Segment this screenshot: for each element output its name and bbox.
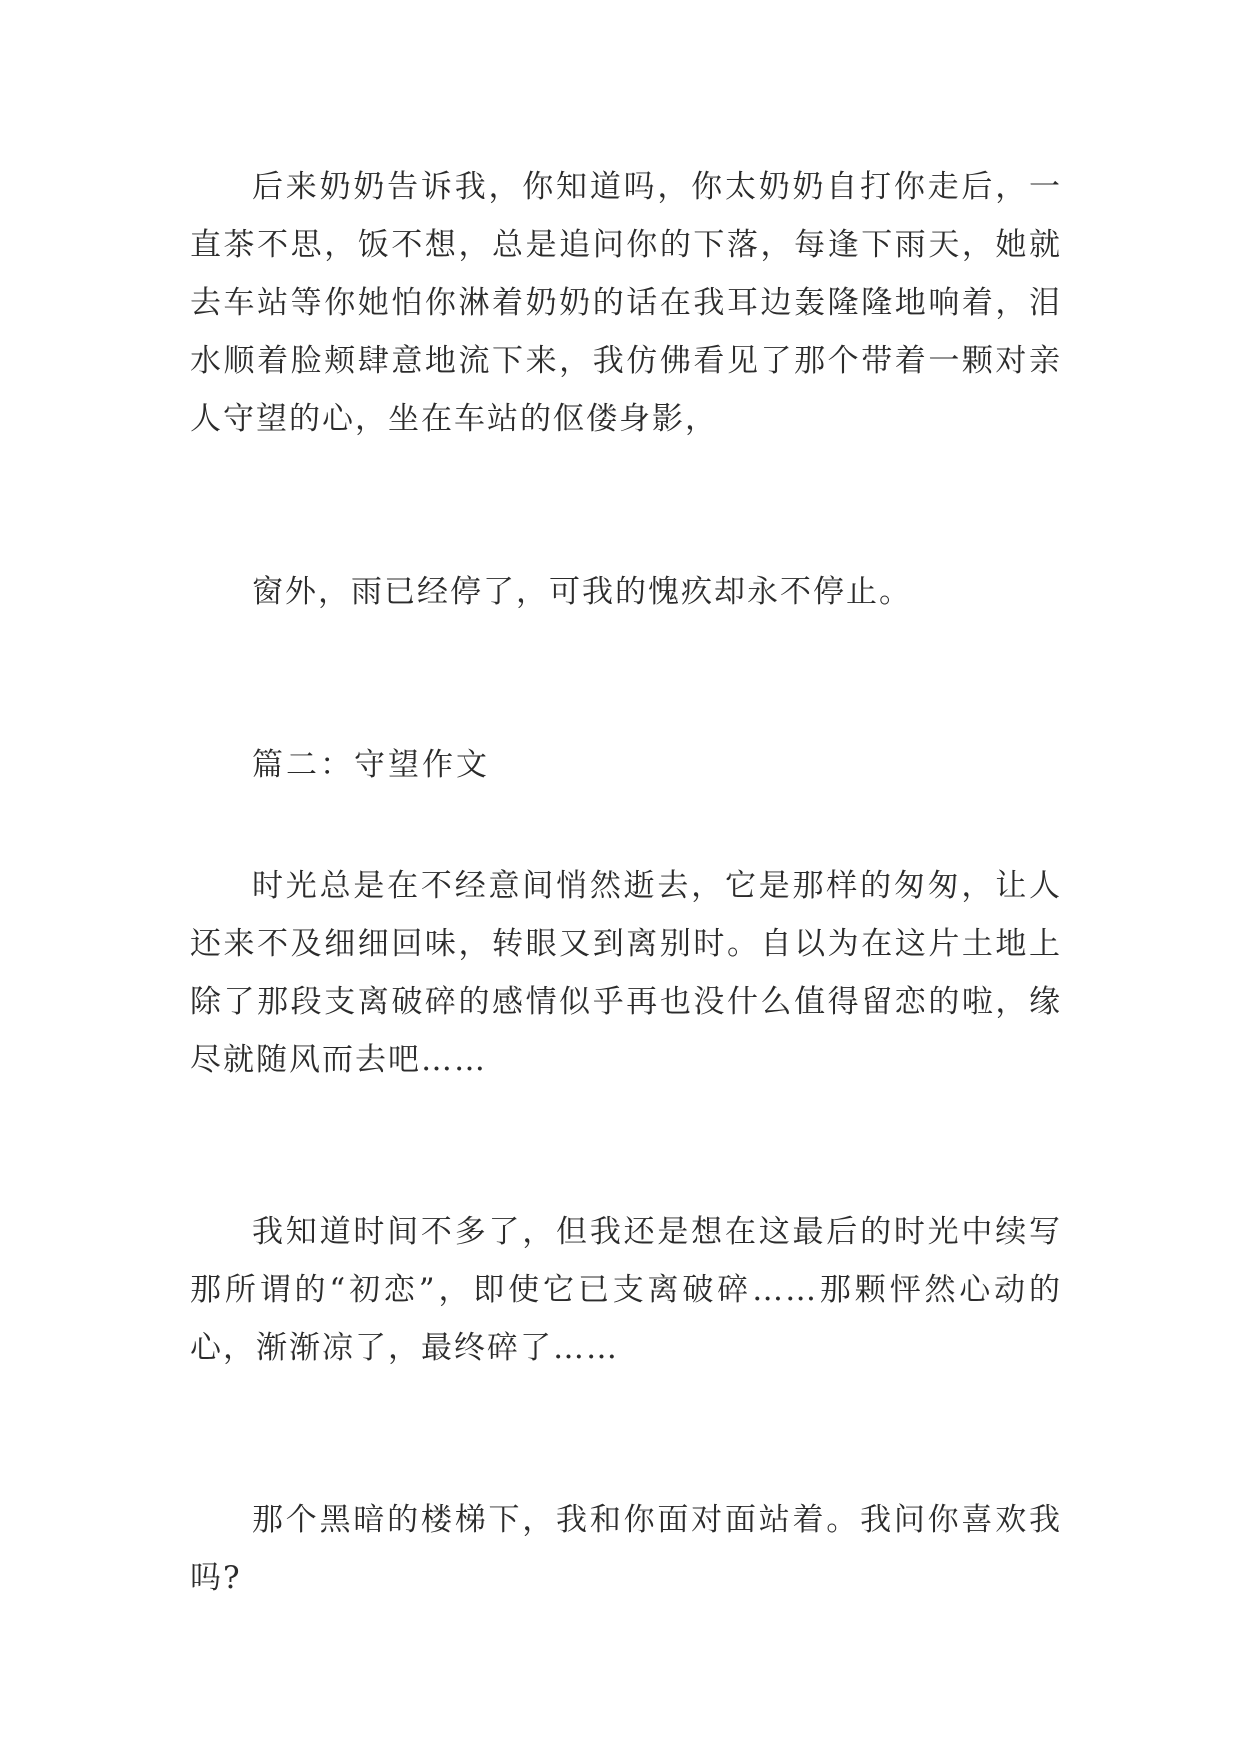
paragraph-rain-stopped: 窗外，雨已经停了，可我的愧疚却永不停止。 [252, 574, 912, 610]
section-heading: 篇二：守望作文 [252, 747, 490, 783]
paragraph-first-love: 我知道时间不多了，但我还是想在这最后的时光中续写那所谓的“初恋”，即使它已支离破碎……那颗怦然心动的心，渐渐凉了，最终碎了…… [190, 1214, 1062, 1366]
paragraph-time-passes: 时光总是在不经意间悄然逝去，它是那样的匆匆，让人还来不及细细回味，转眼又到离别时。自以为在这片土地上除了那段支离破碎的感情似乎再也没什么值得留恋的啦，缘尽就随风而去吧…… [190, 868, 1062, 1078]
paragraph-staircase: 那个黑暗的楼梯下，我和你面对面站着。我问你喜欢我吗? [190, 1502, 1062, 1596]
paragraph-grandma-story: 后来奶奶告诉我，你知道吗，你太奶奶自打你走后，一直茶不思，饭不想，总是追问你的下落，每逢下雨天，她就去车站等你她怕你淋着奶奶的话在我耳边轰隆隆地响着，泪水顺着脸颊肆意地流下来，我仿佛看见了那个带着一颗对亲人守望的心，坐在车站的伛偻身影， [190, 169, 1062, 437]
